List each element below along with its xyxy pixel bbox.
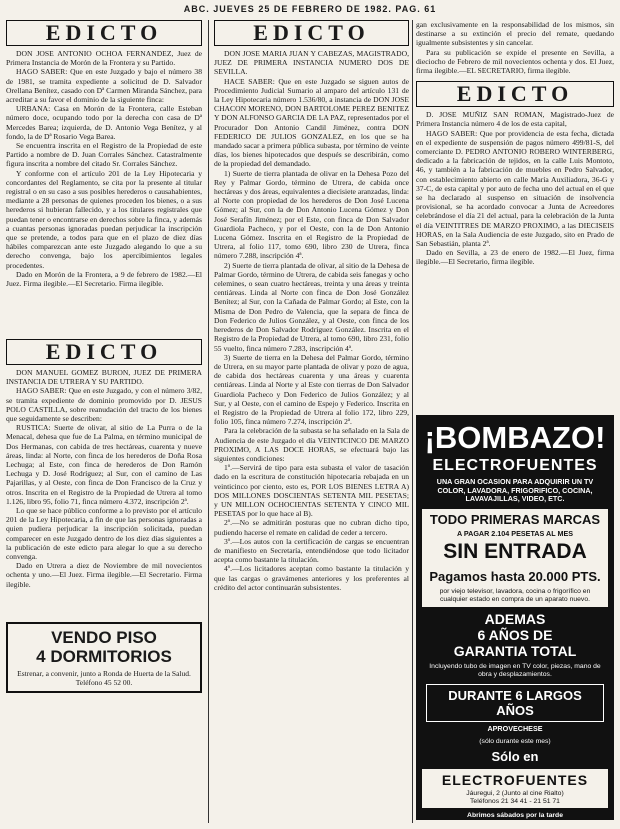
edicto-title: EDICTO [416,81,614,107]
ad-hours: Abrimos sábados por la tarde [467,811,563,819]
edicto-paragraph: Dado en Sevilla, a 23 de enero de 1982.—El Juez, firma ilegible.—El Secretario, firma ilegible. [416,248,614,267]
ad-address-box [422,769,608,808]
edicto-paragraph: Dado en Utrera a diez de Noviembre de mil novecientos ochenta y uno.—El Juez. Firma ilegible.—El Secretario. Firma ilegible. [6,561,202,589]
edicto-paragraph: Y conforme con el artículo 201 de la Ley Hipotecaria y concordantes del Reglamento, se cita por la presente al titular registral o en su caso a sus posibles herederos o causahabientes, mediante a 28 personas de quienes proceden los bienes, o a sus herederos si hubieran fallecido, y a los titulares registrales que puedan tener o encontrarse en derechos sobre la finca, y además a cuantas personas ignoradas puedan perjudicar la inscripción que se pretende, a todos para que en el plazo de diez días hábiles comparezcan ante este Juzgado alegando lo que a su derecho convenga, bajo los apercibimientos legales procedentes. [6,168,202,270]
ad-cuotas: A PAGAR 2.104 PESETAS AL MES [456,528,574,538]
ad-brand: ELECTROFUENTES [432,457,598,474]
ad-trade-in: por viejo televisor, lavadora, cocina o frigorífico en cualquier estado en compra de un aparato nuevo. [439,588,591,604]
edicto-paragraph: HAGO SABER: Que por providencia de esta fecha, dictada en el expediente de suspensión de pagos número 499/81-S, del comerciante D. PEDRO ANTONIO ROBERO WINTERBERG, dedicado a la fabricación de tejidos, en la calle Luis Montoto, 46, y también a la fabricación de muebles en Pedro Salvador, con establecimiento abierto en calle María Auxiliadora, 36-G y 37-C, de esta capital y por auto de fecha uno del actual en el que se ha declarado al suspenso en situación de insolvencia provisional, se ha acordado convocar a Junta de Acreedores celebrándose el día 21 del actual, para la celebración de la Junta el día VEINTITRES DE MARZO PROXIMO, a las DIECISEIS HORAS, en la Sala Audiencia de este Juzgado, sito en Prado de San Sebastián, planta 2ª. [416,128,614,249]
ad-phones: Teléfonos 21 34 41 - 21 51 71 [470,797,560,805]
vendo-details: Estrenar, a convenir, junto a Ronda de Huerta de la Salud. Teléfono 45 52 00. [17,669,191,687]
edicto-paragraph: HAGO SABER: Que en este Juzgado, y con el número 3/82, se tramita expediente de dominio promovido por D. JESUS POLO CASTILLA, sobre reanudación del tracto de los bienes que seguidamente se describen: [6,386,202,424]
edicto-title: EDICTO [6,20,202,46]
edicto-body [416,110,614,355]
ad-largos: DURANTE 6 LARGOS AÑOS [448,688,582,719]
electrofuentes-ad [416,415,614,820]
ad-headline: ¡BOMBAZO! [424,420,606,455]
edicto-paragraph: HAGO SABER: Que en este Juzgado y bajo el número 38 de 1981, se tramita expediente a solicitud de D. Salvador Orellana Benítez, casado con Dª Carmen Miranda Sánchez, para acreditar a su favor el dominio de la siguiente finca: [6,67,202,105]
edicto-title: EDICTO [214,20,409,46]
edicto-paragraph: Se encuentra inscrita en el Registro de la Propiedad de este Partido a nombre de D. Juan Corrales Sánchez. Catastralmente figura inscrita a nombre del citado Sr. Corrales Sánchez. [6,141,202,169]
ad-pague: Pagamos hasta 20.000 PTS. [429,569,601,585]
ad-address: Jáuregui, 2 (Junto al cine Rialto) [466,789,564,797]
ad-aprovechese: APROVECHESE [487,724,543,734]
edicto-body [214,49,409,749]
ad-anos: 6 AÑOS DE [477,627,553,644]
ad-garantia: GARANTIA TOTAL [453,643,577,660]
ad-garantia-text: Incluyendo tubo de imagen en TV color, piezas, mano de obra y desplazamientos. [429,663,601,679]
edicto-paragraph: Lo que se hace público conforme a lo previsto por el artículo 201 de la Ley Hipotecaria, a fin de que las personas ignoradas a quien pudiera perjudicar la inscripción solicitada, puedan comparecer en este Juzgado dentro de los diez días siguientes a la publicación de este edicto para alegar lo que a su derecho convenga. [6,506,202,562]
ad-brand-footer: ELECTROFUENTES [441,771,589,788]
ad-largos-box [426,684,604,722]
edicto-title: EDICTO [6,339,202,365]
edicto-paragraph: Para la celebración de la subasta se ha señalado en la Sala de Audiencia de este Juzgado el día VEINTICINCO DE MARZO PROXIMO, A LAS DOCE HORAS, se efectuará bajo las siguientes condiciones: [214,426,409,463]
ad-ademas: ADEMAS [484,611,546,628]
edicto-body [6,368,202,616]
ad-marcas: TODO PRIMERAS MARCAS [429,511,601,527]
column-2 [214,20,409,823]
vendo-piso-ad [6,622,202,693]
edicto-paragraph: 2º.—No se admitirán posturas que no cubran dicho tipo, pudiendo hacerse el remate en calidad de ceder a tercero. [214,518,409,537]
edicto-paragraph: Dado en Morón de la Frontera, a 9 de febrero de 1982.—El Juez. Firma ilegible.—El Secretario. Firma ilegible. [6,269,202,289]
vendo-title: VENDO PISO [51,628,157,647]
column-1 [6,20,202,823]
column-divider [208,20,209,823]
ad-entrada: SIN ENTRADA [443,540,587,564]
vendo-subtitle: 4 DORMITORIOS [36,647,172,666]
edicto-paragraph: D. JOSE MUÑIZ SAN ROMAN, Magistrado-Juez de Primera Instancia número 4 de los de esta capital, [416,110,614,129]
edicto-paragraph: 3º.—Los autos con la certificación de cargas se encuentran de manifiesto en Secretaría, entendiéndose que todo licitador acepta como bastante la titulación. [214,536,409,565]
column-divider [412,20,413,823]
edicto-paragraph: DON JOSE MARIA JUAN Y CABEZAS, MAGISTRADO, JUEZ DE PRIMERA INSTANCIA NUMERO DOS DE SEVILLA. [214,49,409,77]
ad-financing-box [422,509,608,608]
edicto-body [6,49,202,333]
ad-solo: Sólo en [491,748,539,764]
edicto-paragraph: 1º.—Servirá de tipo para esta subasta el valor de tasación dado en la escritura de constitución hipotecaria rebajada en un veinticinco por ciento, esto es, POR LOS BIENES LETRA A) DOS MILLONES DOSCIENTAS SETENTA MIL PESETAS; y UN MILLON OCHOCIENTAS SETENTA Y CINCO MIL PESETAS por lo que hace al B). [214,463,409,519]
edicto-paragraph: 3) Suerte de tierra en la Dehesa del Palmar Gordo, término de Utrera, en su mayor parte plantada de olivar y pozo de agua, de cabida dos hectáreas cuarenta y una áreas y cuarenta centiáreas. Linda al Norte y al Este con tierras de Don Salvador Guardiola Pacheco y Don Federico de Julios González; y al Sur, y al Oeste, con el camino de Espejo y Federico. Inscrita en el Registro de la Propiedad de Utrera al folio 172, libro 229, folio 105, finca número 7.274, inscripción 2ª. [214,352,409,427]
continued-text: gan exclusivamente en la responsabilidad de los mismos, sin destinarse a su extinción el precio del remate, quedando igualmente subsistentes y sin cancelar. [416,20,614,48]
edicto-paragraph: 4º.—Los licitadores aceptan como bastante la titulación y que las cargas o gravámenes anteriores y los preferentes al crédito del actor continuarán subsistentes. [214,564,409,592]
edicto-paragraph: 2) Suerte de tierra plantada de olivar, al sitio de la Dehesa de Palmar Gordo, término de Utrera, de cabida seis fanegas y ocho celemines, o sean cuatro hectáreas, treinta y una áreas y treinta centiáreas. Linda al Norte con finca de Don José González Benítez; al Sur, con la Cañada de Palmar Gordo; al Este, con la Misma de Don Pedro de Valencia, que la separa de finca de Don Federico de Julios González, y al Oeste, con finca de los herederos de Don Salvador Rodríguez González. Inscrita en el Registro de la Propiedad de Utrera, al tomo 690, libro 231, folio 55 vuelto, finca número 7.283, inscripción 4ª. [214,260,409,353]
publication-text: Para su publicación se expide el presente en Sevilla, a dieciocho de Febrero de mil novecientos ochenta y dos. El Juez, firma ilegible.—EL SECRETARIO, firma ilegible. [416,47,614,76]
edicto-paragraph: DON JOSE ANTONIO OCHOA FERNANDEZ, Juez de Primera Instancia de Morón de la Frontera y su Partido. [6,49,202,68]
page-header: ABC. JUEVES 25 DE FEBRERO DE 1982. PAG. 61 [183,4,437,14]
edicto-paragraph: URBANA: Casa en Morón de la Frontera, calle Esteban número doce, ocupando todo por la derecha con casa de Dª Mercedes Barea; izquierda, de D. Antonio Vega Benítez, y al fondo, la de Dª Rosario Vega Barea. [6,104,202,141]
edicto-paragraph: HACE SABER: Que en este Juzgado se siguen autos de Procedimiento Judicial Sumario al amparo del artículo 131 de la Ley Hipotecaria número 1.536/80, a instancia de DON JOSE CHACON MORENO, DON BARTOLOME PEREZ BENITEZ Y DON ALFONSO GARCIA DE LA PAZ, representados por el Procurador Don Antonio Candil Jiménez, contra DON FEDERICO DE JULIOS GONZALEZ, en los que se ha mandado sacar a primera pública subasta, por término de veinte días, los bienes hipotecados que después se describirán, como de la propiedad del demandado. [214,76,409,169]
edicto-paragraph: 1) Suerte de tierra plantada de olivar en la Dehesa Pozo del Rey y Palmar Gordo, término de Utrera, de cabida once hectáreas y dos áreas, equivalentes a diecisiete aranzadas, linda: al Norte con propiedad de los herederos de Don José Lucena Gómez; al Sur, con la de Don Antonio Lucena Gómez y Don José Serafín Jiménez; por el Este, con finca de Don Salvador Guardiola Pacheco, y por el Oeste, con la de Don Antonio Lucena Gómez. Inscrita en el Registro de la Propiedad de Utrera, al folio 117, tomo 690, libro 230 de Utrera, finca número 7.288, inscripción 4ª. [214,168,409,261]
edicto-paragraph: DON MANUEL GOMEZ BURON, JUEZ DE PRIMERA INSTANCIA DE UTRERA Y SU PARTIDO. [6,368,202,387]
ad-offer: UNA GRAN OCASION PARA ADQUIRIR UN TV COLOR, LAVADORA, FRIGORIFICO, COCINA, LAVAVAJILLAS, VIDEO, ETC. [436,477,594,504]
edicto-paragraph: RUSTICA: Suerte de olivar, al sitio de La Purra o de la Menacal, dehesa que fue de La Palma, en término municipal de Dos Hermanas, con cabida de tres hectáreas, cuarenta y nueve áreas, linda: al Norte, con finca de los herederos de Doña Rosa Lechuga; al Este, con finca de herederos de Don Ramón Lechuga y D. José Rodríguez; al Sur, con el camino de Las Pajarillas, y al Oeste, con finca de Don Francisco de la Cruz y otros. Inscrita en el Registro de la Propiedad de Utrera al tomo 1.126, libro 95, folio 71, finca número 4.372, inscripción 2ª. [6,423,202,506]
ad-dure: (sólo durante este mes) [479,737,551,745]
